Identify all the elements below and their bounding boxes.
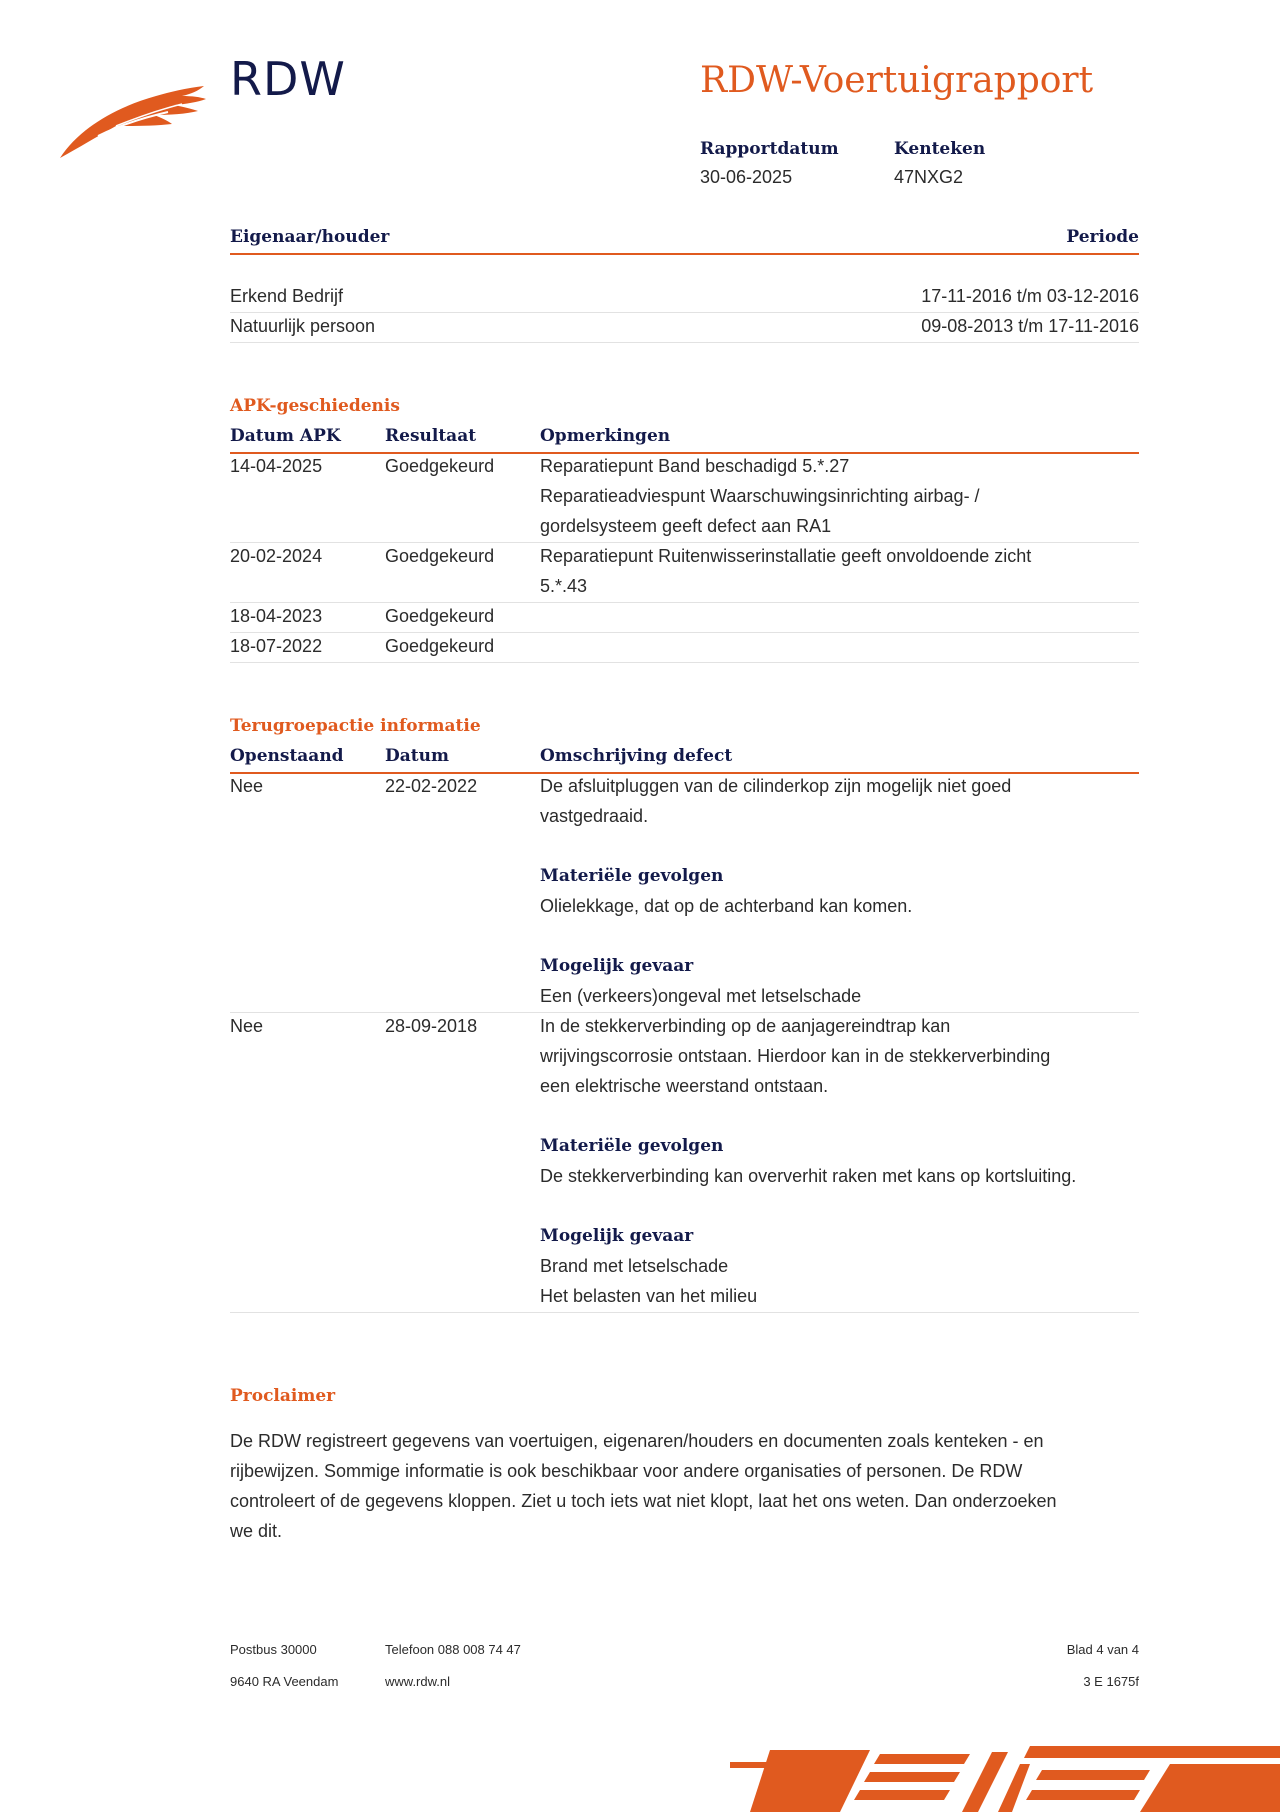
plate-value: 47NXG2: [894, 167, 964, 187]
recall-desc-column-header: Omschrijving defect: [540, 746, 733, 766]
apk-row-1-remark-line: Reparatieadviespunt Waarschuwingsinrichting airbag- /: [540, 486, 980, 506]
owner-column-header: Eigenaar/houder: [230, 227, 390, 247]
recall-row-2-danger-text: Het belasten van het milieu: [540, 1286, 758, 1306]
apk-row-4-result: Goedgekeurd: [385, 636, 495, 656]
owner-row-2-period: 09-08-2013 t/m 17-11-2016: [921, 316, 1139, 336]
recall-header-rule: [230, 772, 1139, 774]
owner-row-1-owner: Erkend Bedrijf: [230, 286, 344, 306]
recall-row-2-material-label: Materiële gevolgen: [540, 1136, 724, 1156]
apk-remarks-column-header: Opmerkingen: [540, 426, 671, 446]
recall-row-2-open: Nee: [230, 1016, 264, 1036]
recall-row-2-material-text: De stekkerverbinding kan oververhit raken met kans op kortsluiting.: [540, 1166, 1077, 1186]
apk-row-2-remark-line: 5.*.43: [540, 576, 588, 596]
footer-city: 9640 RA Veendam: [230, 1674, 339, 1689]
apk-row-4-date: 18-07-2022: [230, 636, 323, 656]
footer-page-number: Blad 4 van 4: [1066, 1642, 1139, 1657]
footer-website: www.rdw.nl: [385, 1674, 451, 1689]
recall-row-1-date: 22-02-2022: [385, 776, 478, 796]
recall-row-1-desc-line: vastgedraaid.: [540, 806, 649, 826]
row-divider: [230, 1012, 1139, 1013]
row-divider: [230, 602, 1139, 603]
recall-row-1-desc-line: De afsluitpluggen van de cilinderkop zijn mogelijk niet goed: [540, 776, 1012, 796]
row-divider: [230, 632, 1139, 633]
apk-result-column-header: Resultaat: [385, 426, 477, 446]
apk-row-3-result: Goedgekeurd: [385, 606, 495, 626]
proclaimer-line: we dit.: [230, 1521, 283, 1541]
brand-name: RDW: [230, 52, 346, 106]
rdw-wing-logo-icon: [58, 80, 208, 160]
apk-row-2-remark-line: Reparatiepunt Ruitenwisserinstallatie geeft onvoldoende zicht: [540, 546, 1032, 566]
recall-row-2-desc-line: In de stekkerverbinding op de aanjagereindtrap kan: [540, 1016, 951, 1036]
apk-row-2-date: 20-02-2024: [230, 546, 323, 566]
recall-row-2-desc-line: wrijvingscorrosie ontstaan. Hierdoor kan in de stekkerverbinding: [540, 1046, 1051, 1066]
recall-row-1-danger-label: Mogelijk gevaar: [540, 956, 694, 976]
apk-row-2-result: Goedgekeurd: [385, 546, 495, 566]
apk-row-1-remark-line: Reparatiepunt Band beschadigd 5.*.27: [540, 456, 850, 476]
apk-section-title: APK-geschiedenis: [230, 396, 400, 416]
report-date-label: Rapportdatum: [700, 139, 839, 159]
owner-row-2-owner: Natuurlijk persoon: [230, 316, 376, 336]
recall-row-2-desc-line: een elektrische weerstand ontstaan.: [540, 1076, 829, 1096]
proclaimer-title: Proclaimer: [230, 1386, 336, 1406]
apk-header-rule: [230, 452, 1139, 454]
recall-open-column-header: Openstaand: [230, 746, 344, 766]
recall-row-1-open: Nee: [230, 776, 264, 796]
footer-document-code: 3 E 1675f: [1083, 1674, 1139, 1689]
recall-row-2-danger-label: Mogelijk gevaar: [540, 1226, 694, 1246]
row-divider: [230, 312, 1139, 313]
apk-row-1-date: 14-04-2025: [230, 456, 323, 476]
document-title: RDW-Voertuigrapport: [700, 60, 1094, 101]
recall-row-1-danger-text: Een (verkeers)ongeval met letselschade: [540, 986, 862, 1006]
recall-row-1-material-label: Materiële gevolgen: [540, 866, 724, 886]
row-divider: [230, 542, 1139, 543]
proclaimer-line: controleert of de gegevens kloppen. Ziet u toch iets wat niet klopt, laat het ons weten. Dan onderzoeken: [230, 1491, 1057, 1511]
footer-phone: Telefoon 088 008 74 47: [385, 1642, 521, 1657]
row-divider: [230, 1312, 1139, 1313]
footer-postbus: Postbus 30000: [230, 1642, 317, 1657]
recall-row-2-date: 28-09-2018: [385, 1016, 478, 1036]
report-date-value: 30-06-2025: [700, 167, 793, 187]
recall-section-title: Terugroepactie informatie: [230, 716, 481, 736]
proclaimer-line: De RDW registreert gegevens van voertuigen, eigenaren/houders en documenten zoals kenteken - en: [230, 1431, 1044, 1451]
rdw-stripes-decoration-icon: [730, 1740, 1280, 1812]
row-divider: [230, 662, 1139, 663]
apk-date-column-header: Datum APK: [230, 426, 341, 446]
plate-label: Kenteken: [894, 139, 986, 159]
recall-row-1-material-text: Olielekkage, dat op de achterband kan komen.: [540, 896, 913, 916]
owner-row-1-period: 17-11-2016 t/m 03-12-2016: [921, 286, 1139, 306]
apk-row-1-remark-line: gordelsysteem geeft defect aan RA1: [540, 516, 832, 536]
owners-header-rule: [230, 253, 1139, 255]
apk-row-3-date: 18-04-2023: [230, 606, 323, 626]
apk-row-1-result: Goedgekeurd: [385, 456, 495, 476]
period-column-header: Periode: [1066, 227, 1139, 247]
row-divider: [230, 342, 1139, 343]
proclaimer-line: rijbewijzen. Sommige informatie is ook beschikbaar voor andere organisaties of personen. De RDW: [230, 1461, 1023, 1481]
recall-date-column-header: Datum: [385, 746, 449, 766]
recall-row-2-danger-text: Brand met letselschade: [540, 1256, 729, 1276]
